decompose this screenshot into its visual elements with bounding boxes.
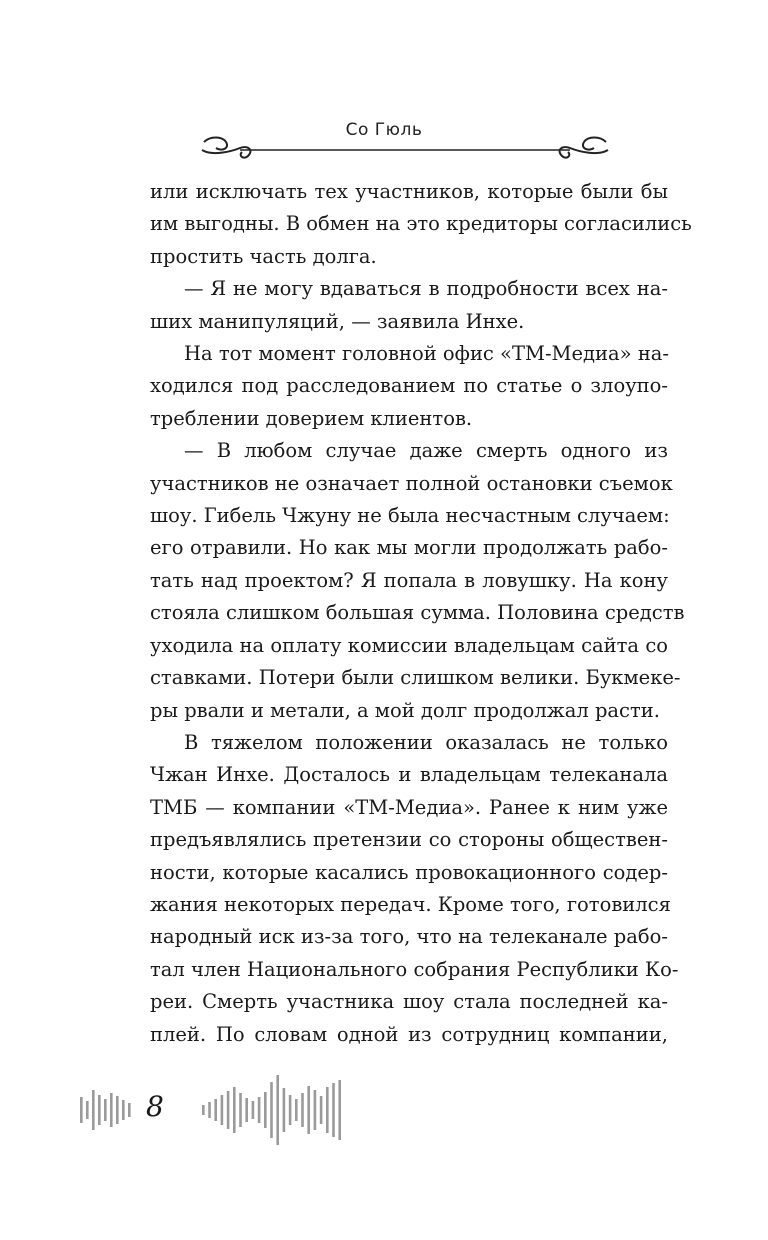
text-line: народный иск из-за того, что на телеканале рабо- bbox=[150, 925, 668, 949]
text-line: шоу. Гибель Чжуну не была несчастным случаем: bbox=[150, 504, 670, 528]
soundwave-bar bbox=[202, 1105, 205, 1115]
soundwave-bar bbox=[276, 1075, 279, 1145]
soundwave-bar bbox=[233, 1087, 236, 1133]
paragraph bbox=[150, 435, 685, 727]
soundwave-bar bbox=[208, 1102, 211, 1118]
paragraph bbox=[150, 273, 668, 338]
page-number: 8 bbox=[146, 1090, 164, 1123]
text-line: тать над проектом? Я попала в ловушку. На кону bbox=[150, 568, 668, 592]
soundwave-bar bbox=[239, 1093, 242, 1127]
text-line: Чжан Инхе. Досталось и владельцам телеканала bbox=[150, 763, 668, 787]
paragraph bbox=[150, 338, 668, 435]
text-line: плей. По словам одной из сотрудниц компании, bbox=[150, 1022, 668, 1046]
soundwave-bar bbox=[289, 1095, 292, 1125]
text-line: В тяжелом положении оказалась не только bbox=[184, 730, 668, 754]
soundwave-bar bbox=[314, 1090, 317, 1130]
body-text bbox=[150, 176, 692, 1051]
soundwave-bar bbox=[301, 1093, 304, 1127]
soundwave-bar bbox=[110, 1093, 113, 1127]
running-head: Со Гюль bbox=[345, 120, 423, 140]
soundwave-bar bbox=[270, 1082, 273, 1138]
text-line: ходился под расследованием по статье о злоупо- bbox=[150, 374, 668, 398]
soundwave-bar bbox=[92, 1090, 95, 1130]
soundwave-bar bbox=[128, 1103, 131, 1117]
text-line: ры рвали и метали, а мой долг продолжал расти. bbox=[150, 698, 660, 722]
text-line: им выгодны. В обмен на это кредиторы согласились bbox=[150, 212, 692, 236]
soundwave-bar bbox=[245, 1098, 248, 1122]
text-line: тал член Национального собрания Республики Ко- bbox=[150, 957, 679, 981]
soundwave-bar bbox=[80, 1097, 83, 1123]
soundwave-bar bbox=[338, 1080, 341, 1140]
footer-soundwave-decoration bbox=[76, 1068, 366, 1152]
text-line: — В любом случае даже смерть одного из bbox=[184, 439, 668, 463]
soundwave-bar bbox=[227, 1091, 230, 1129]
soundwave-bar bbox=[98, 1095, 101, 1125]
soundwave-bar bbox=[307, 1086, 310, 1134]
text-line: стояла слишком большая сумма. Половина средств bbox=[150, 601, 685, 625]
text-line: ставками. Потери были слишком велики. Букмеке- bbox=[150, 666, 681, 690]
soundwave-bar bbox=[332, 1083, 335, 1137]
text-line: треблении доверием клиентов. bbox=[150, 406, 473, 430]
soundwave-bar bbox=[122, 1100, 125, 1120]
soundwave-bar bbox=[214, 1099, 217, 1121]
text-line: участников не означает полной остановки съемок bbox=[150, 471, 673, 495]
text-line: его отравили. Но как мы могли продолжать рабо- bbox=[150, 536, 668, 560]
soundwave-bar bbox=[326, 1087, 329, 1133]
soundwave-bar bbox=[264, 1092, 267, 1128]
soundwave-bar bbox=[104, 1099, 107, 1121]
text-line: На тот момент головной офис «ТМ-Медиа» на- bbox=[184, 342, 670, 366]
soundwave-bar bbox=[252, 1101, 255, 1119]
text-line: ших манипуляций, — заявила Инхе. bbox=[150, 309, 525, 333]
soundwave-bar bbox=[320, 1096, 323, 1124]
text-line: уходила на оплату комиссии владельцам сайта со bbox=[150, 633, 668, 657]
text-line: реи. Смерть участника шоу стала последней ка- bbox=[150, 990, 668, 1014]
text-line: — Я не могу вдаваться в подробности всех на- bbox=[184, 277, 668, 301]
paragraph bbox=[150, 176, 692, 273]
text-line: ТМБ — компании «ТМ-Медиа». Ранее к ним уже bbox=[150, 795, 668, 819]
text-line: ности, которые касались провокационного содер- bbox=[150, 860, 668, 884]
text-line: простить часть долга. bbox=[150, 244, 377, 268]
soundwave-bar bbox=[258, 1097, 261, 1123]
text-line: предъявлялись претензии со стороны обществен- bbox=[150, 828, 668, 852]
soundwave-bar bbox=[221, 1095, 224, 1125]
soundwave-bar bbox=[295, 1099, 298, 1121]
soundwave-bar bbox=[86, 1101, 89, 1119]
soundwave-bar bbox=[283, 1088, 286, 1132]
header-ornament-rule bbox=[196, 130, 614, 170]
text-line: жания некоторых передач. Кроме того, готовился bbox=[150, 892, 671, 916]
paragraph bbox=[150, 727, 679, 1051]
soundwave-bar bbox=[116, 1096, 119, 1124]
text-line: или исключать тех участников, которые были бы bbox=[150, 180, 668, 203]
